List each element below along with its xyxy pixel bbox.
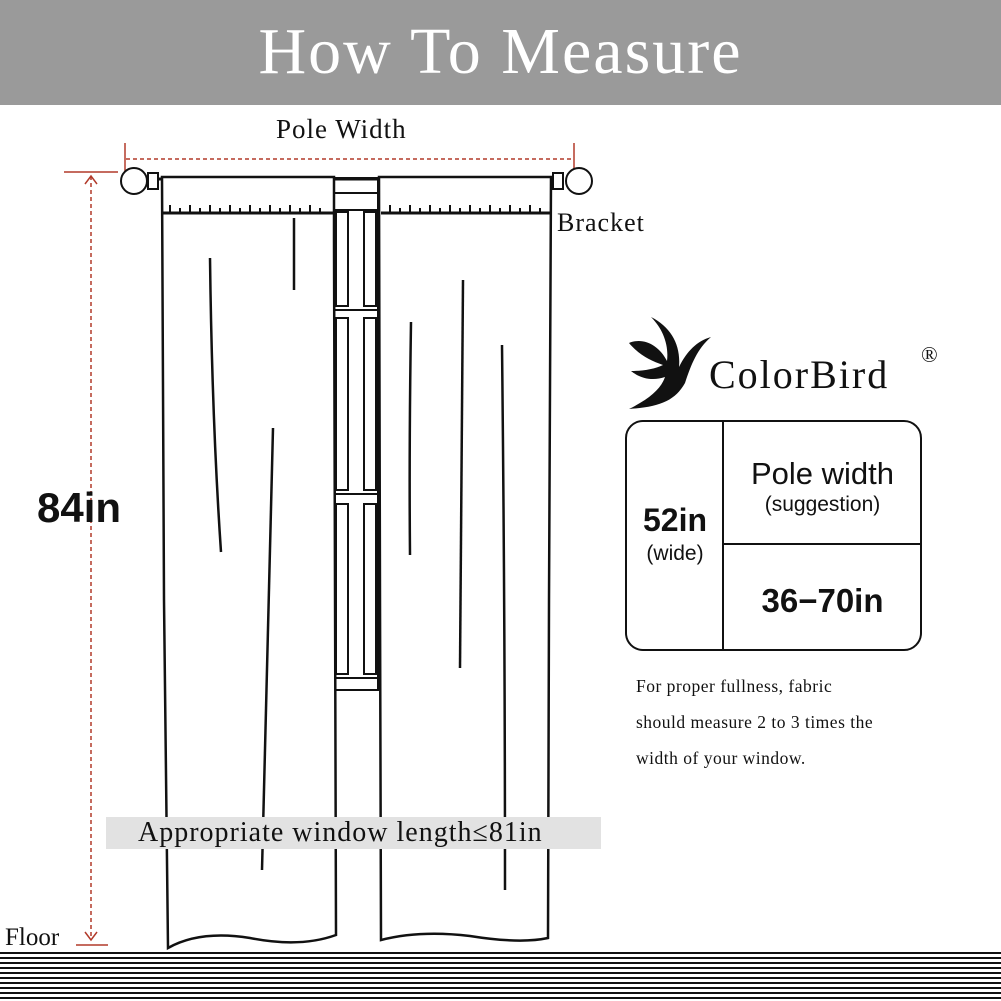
window-length-text: Appropriate window length≤81in: [138, 817, 543, 848]
right-finial-icon: [566, 168, 592, 194]
brand-name: ColorBird: [709, 352, 890, 397]
pole-width-heading: Pole width: [750, 456, 895, 491]
fullness-note-line: For proper fullness, fabric: [636, 676, 833, 696]
spec-card: [625, 420, 922, 651]
spec-card-divider-horizontal: [723, 543, 920, 545]
pole-width-dimension: [125, 143, 574, 172]
fullness-note: [636, 668, 956, 776]
page-title: How To Measure: [258, 15, 743, 88]
left-finial-icon: [121, 168, 147, 194]
fullness-note-line: should measure 2 to 3 times the: [636, 712, 874, 732]
curtain-width-unit: (wide): [646, 542, 704, 565]
height-label: 84in: [37, 484, 122, 531]
window-frame: [334, 178, 378, 690]
bracket-label: Bracket: [557, 208, 645, 237]
window-length-note: [106, 817, 601, 849]
floor-label: Floor: [5, 924, 60, 951]
registered-mark: ®: [921, 342, 938, 367]
pole-width-suggestion: (suggestion): [764, 493, 881, 516]
pole-width-label: Pole Width: [276, 114, 407, 144]
fullness-note-line: width of your window.: [636, 748, 806, 768]
pole-width-range: 36−70in: [761, 582, 884, 619]
bird-logo-icon: [625, 315, 711, 411]
floor-stripes: [0, 952, 1001, 1001]
curtain-width-value: 52in: [642, 502, 708, 538]
